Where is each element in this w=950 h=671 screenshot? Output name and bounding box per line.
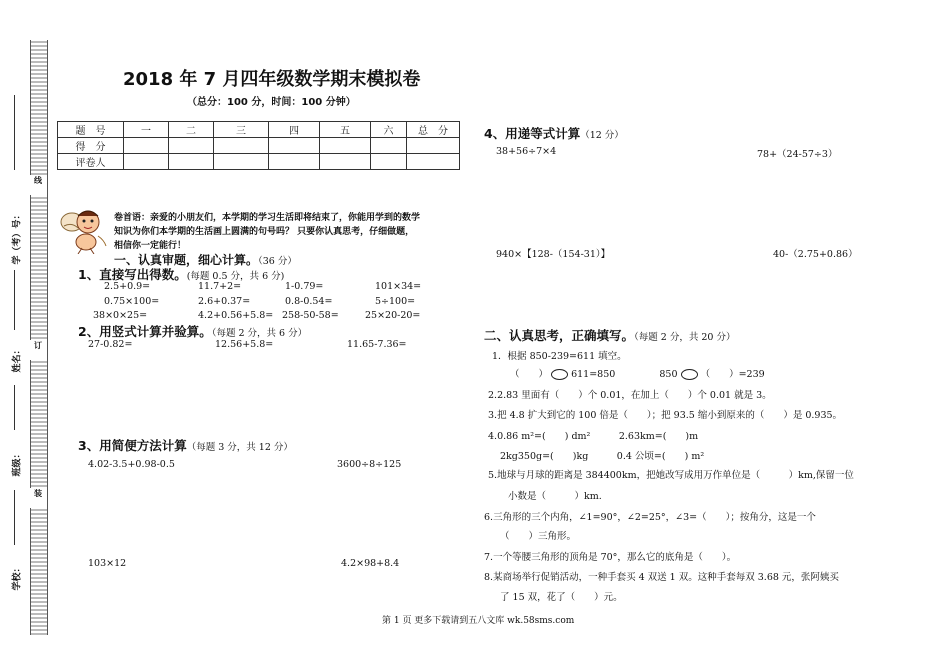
table-cell: 三 xyxy=(214,122,269,138)
question-6a: 6.三角形的三个内角，∠1=90°，∠2=25°，∠3=（ ）；按角分，这是一个 xyxy=(484,512,816,523)
page-subtitle: （总分：100 分，时间：100 分钟） xyxy=(187,97,356,108)
calc-item: 101×34= xyxy=(375,281,422,292)
binding-strip xyxy=(30,40,48,635)
intro-line-3: 相信你一定能行！ xyxy=(114,241,187,251)
name-label: 姓名： xyxy=(12,345,23,373)
calc-item: 25×20-20= xyxy=(365,310,421,321)
table-cell: 评卷人 xyxy=(58,154,124,170)
calc-item: 3600÷8÷125 xyxy=(337,459,402,470)
calc-item: 27-0.82= xyxy=(88,339,133,350)
table-row xyxy=(58,138,460,154)
question-1-text: （ ）=239 xyxy=(700,369,765,380)
question-4b: 2kg350g=( )kg 0.4 公顷=( ) m² xyxy=(500,451,705,462)
question-8b: 了 15 双，花了（ ）元。 xyxy=(500,592,623,603)
section1-title: 1、直接写出得数。 xyxy=(78,267,187,282)
calc-item: 4.2×98+8.4 xyxy=(341,558,400,569)
section3-heading xyxy=(78,436,293,454)
section4-title: 4、用递等式计算 xyxy=(484,126,581,141)
question-4a: 4.0.86 m²=( ) dm² 2.63km=( )m xyxy=(488,431,699,442)
binding-marker-zhuang: 装 xyxy=(29,488,47,508)
calc-item: 2.5+0.9= xyxy=(104,281,151,292)
calc-item: 258-50-58= xyxy=(282,310,339,321)
table-row xyxy=(58,122,460,138)
question-8a: 8.某商场举行促销活动，一种手套买 4 双送 1 双。这种手套每双 3.68 元，张阿姨买 xyxy=(484,572,839,583)
cupid-illustration xyxy=(58,202,108,254)
binding-marker-ding: 订 xyxy=(29,340,47,360)
part1-note: （36 分） xyxy=(258,256,297,267)
question-1: 1．根据 850-239=611 填空。 xyxy=(492,351,627,362)
question-1-text: 850 xyxy=(659,369,678,380)
intro-line-1: 卷首语：亲爱的小朋友们，本学期的学习生活即将结束了，你能用学到的数学 xyxy=(114,213,421,223)
calc-item: 4.2+0.56+5.8= xyxy=(198,310,274,321)
operator-oval xyxy=(551,369,568,380)
section4-heading xyxy=(484,124,624,142)
page-footer: 第 1 页 更多下载请到五八文库 wk.58sms.com xyxy=(382,616,575,626)
school-label: 学校： xyxy=(12,563,23,591)
operator-oval xyxy=(681,369,698,380)
calc-item: 2.6+0.37= xyxy=(198,296,251,307)
student-id-label: 学（考）号： xyxy=(12,210,23,265)
binding-line xyxy=(14,95,15,170)
binding-marker-xian: 线 xyxy=(29,175,47,195)
question-5b: 小数是（ ）km. xyxy=(508,491,602,502)
calc-item: 103×12 xyxy=(88,558,127,569)
table-cell: 一 xyxy=(124,122,169,138)
binding-line xyxy=(14,270,15,330)
question-3: 3.把 4.8 扩大到它的 100 倍是（ ）；把 93.5 缩小到原来的（ ）是 0.935。 xyxy=(488,410,843,421)
part2-note: （每题 2 分，共 20 分） xyxy=(634,332,736,343)
question-6b: （ ）三角形。 xyxy=(500,531,577,542)
table-cell: 六 xyxy=(371,122,407,138)
table-cell: 二 xyxy=(169,122,214,138)
section2-heading xyxy=(78,322,307,340)
table-cell: 五 xyxy=(320,122,371,138)
table-cell: 四 xyxy=(269,122,320,138)
section3-title: 3、用简便方法计算 xyxy=(78,438,187,453)
calc-item: 940×【128-（154-31）】 xyxy=(496,249,611,260)
section1-note: (每题 0.5 分，共 6 分) xyxy=(186,271,285,282)
answer-blank: （ ） xyxy=(510,369,549,380)
table-cell: 题 号 xyxy=(58,122,124,138)
calc-item: 38×0×25= xyxy=(93,310,148,321)
calc-item: 1-0.79= xyxy=(285,281,324,292)
table-cell: 得 分 xyxy=(58,138,124,154)
calc-item: 11.65-7.36= xyxy=(347,339,407,350)
part2-heading xyxy=(484,326,735,344)
calc-item: 5÷100= xyxy=(375,296,416,307)
calc-item: 40-（2.75+0.86） xyxy=(773,249,858,260)
calc-item: 4.02-3.5+0.98-0.5 xyxy=(88,459,175,470)
calc-item: 0.8-0.54= xyxy=(285,296,333,307)
binding-line xyxy=(14,385,15,430)
calc-item: 78+（24-57÷3） xyxy=(757,149,838,160)
calc-item: 38+56÷7×4 xyxy=(496,146,557,157)
calc-item: 11.7+2= xyxy=(198,281,242,292)
calc-item: 12.56+5.8= xyxy=(215,339,274,350)
part1-title: 一、认真审题，细心计算。 xyxy=(114,253,259,267)
section4-note: （12 分） xyxy=(580,130,624,141)
question-5a: 5.地球与月球的距离是 384400km，把她改写成用万作单位是（ ）km,保留一位 xyxy=(488,470,854,481)
intro-line-2: 知识为你们本学期的生活画上圆满的句号吗？ 只要你认真思考，仔细做题， xyxy=(114,227,415,237)
calc-item: 0.75×100= xyxy=(104,296,160,307)
table-row xyxy=(58,154,460,170)
section3-note: （每题 3 分，共 12 分） xyxy=(186,442,293,453)
table-cell: 总 分 xyxy=(407,122,460,138)
question-1-fill xyxy=(510,366,765,380)
question-2: 2.2.83 里面有（ ）个 0.01，在加上（ ）个 0.01 就是 3。 xyxy=(488,390,772,401)
question-7: 7.一个等腰三角形的顶角是 70°，那么它的底角是（ ）。 xyxy=(484,552,737,563)
part2-title: 二、认真思考，正确填写。 xyxy=(484,328,635,343)
section2-title: 2、用竖式计算并验算。 xyxy=(78,324,212,339)
question-1-text: 611=850 xyxy=(571,369,616,380)
binding-line xyxy=(14,490,15,545)
class-label: 班级： xyxy=(12,449,23,477)
section2-note: （每题 2 分，共 6 分） xyxy=(211,328,308,339)
page-title: 2018 年 7 月四年级数学期末模拟卷 xyxy=(123,69,421,90)
score-table xyxy=(57,121,460,170)
